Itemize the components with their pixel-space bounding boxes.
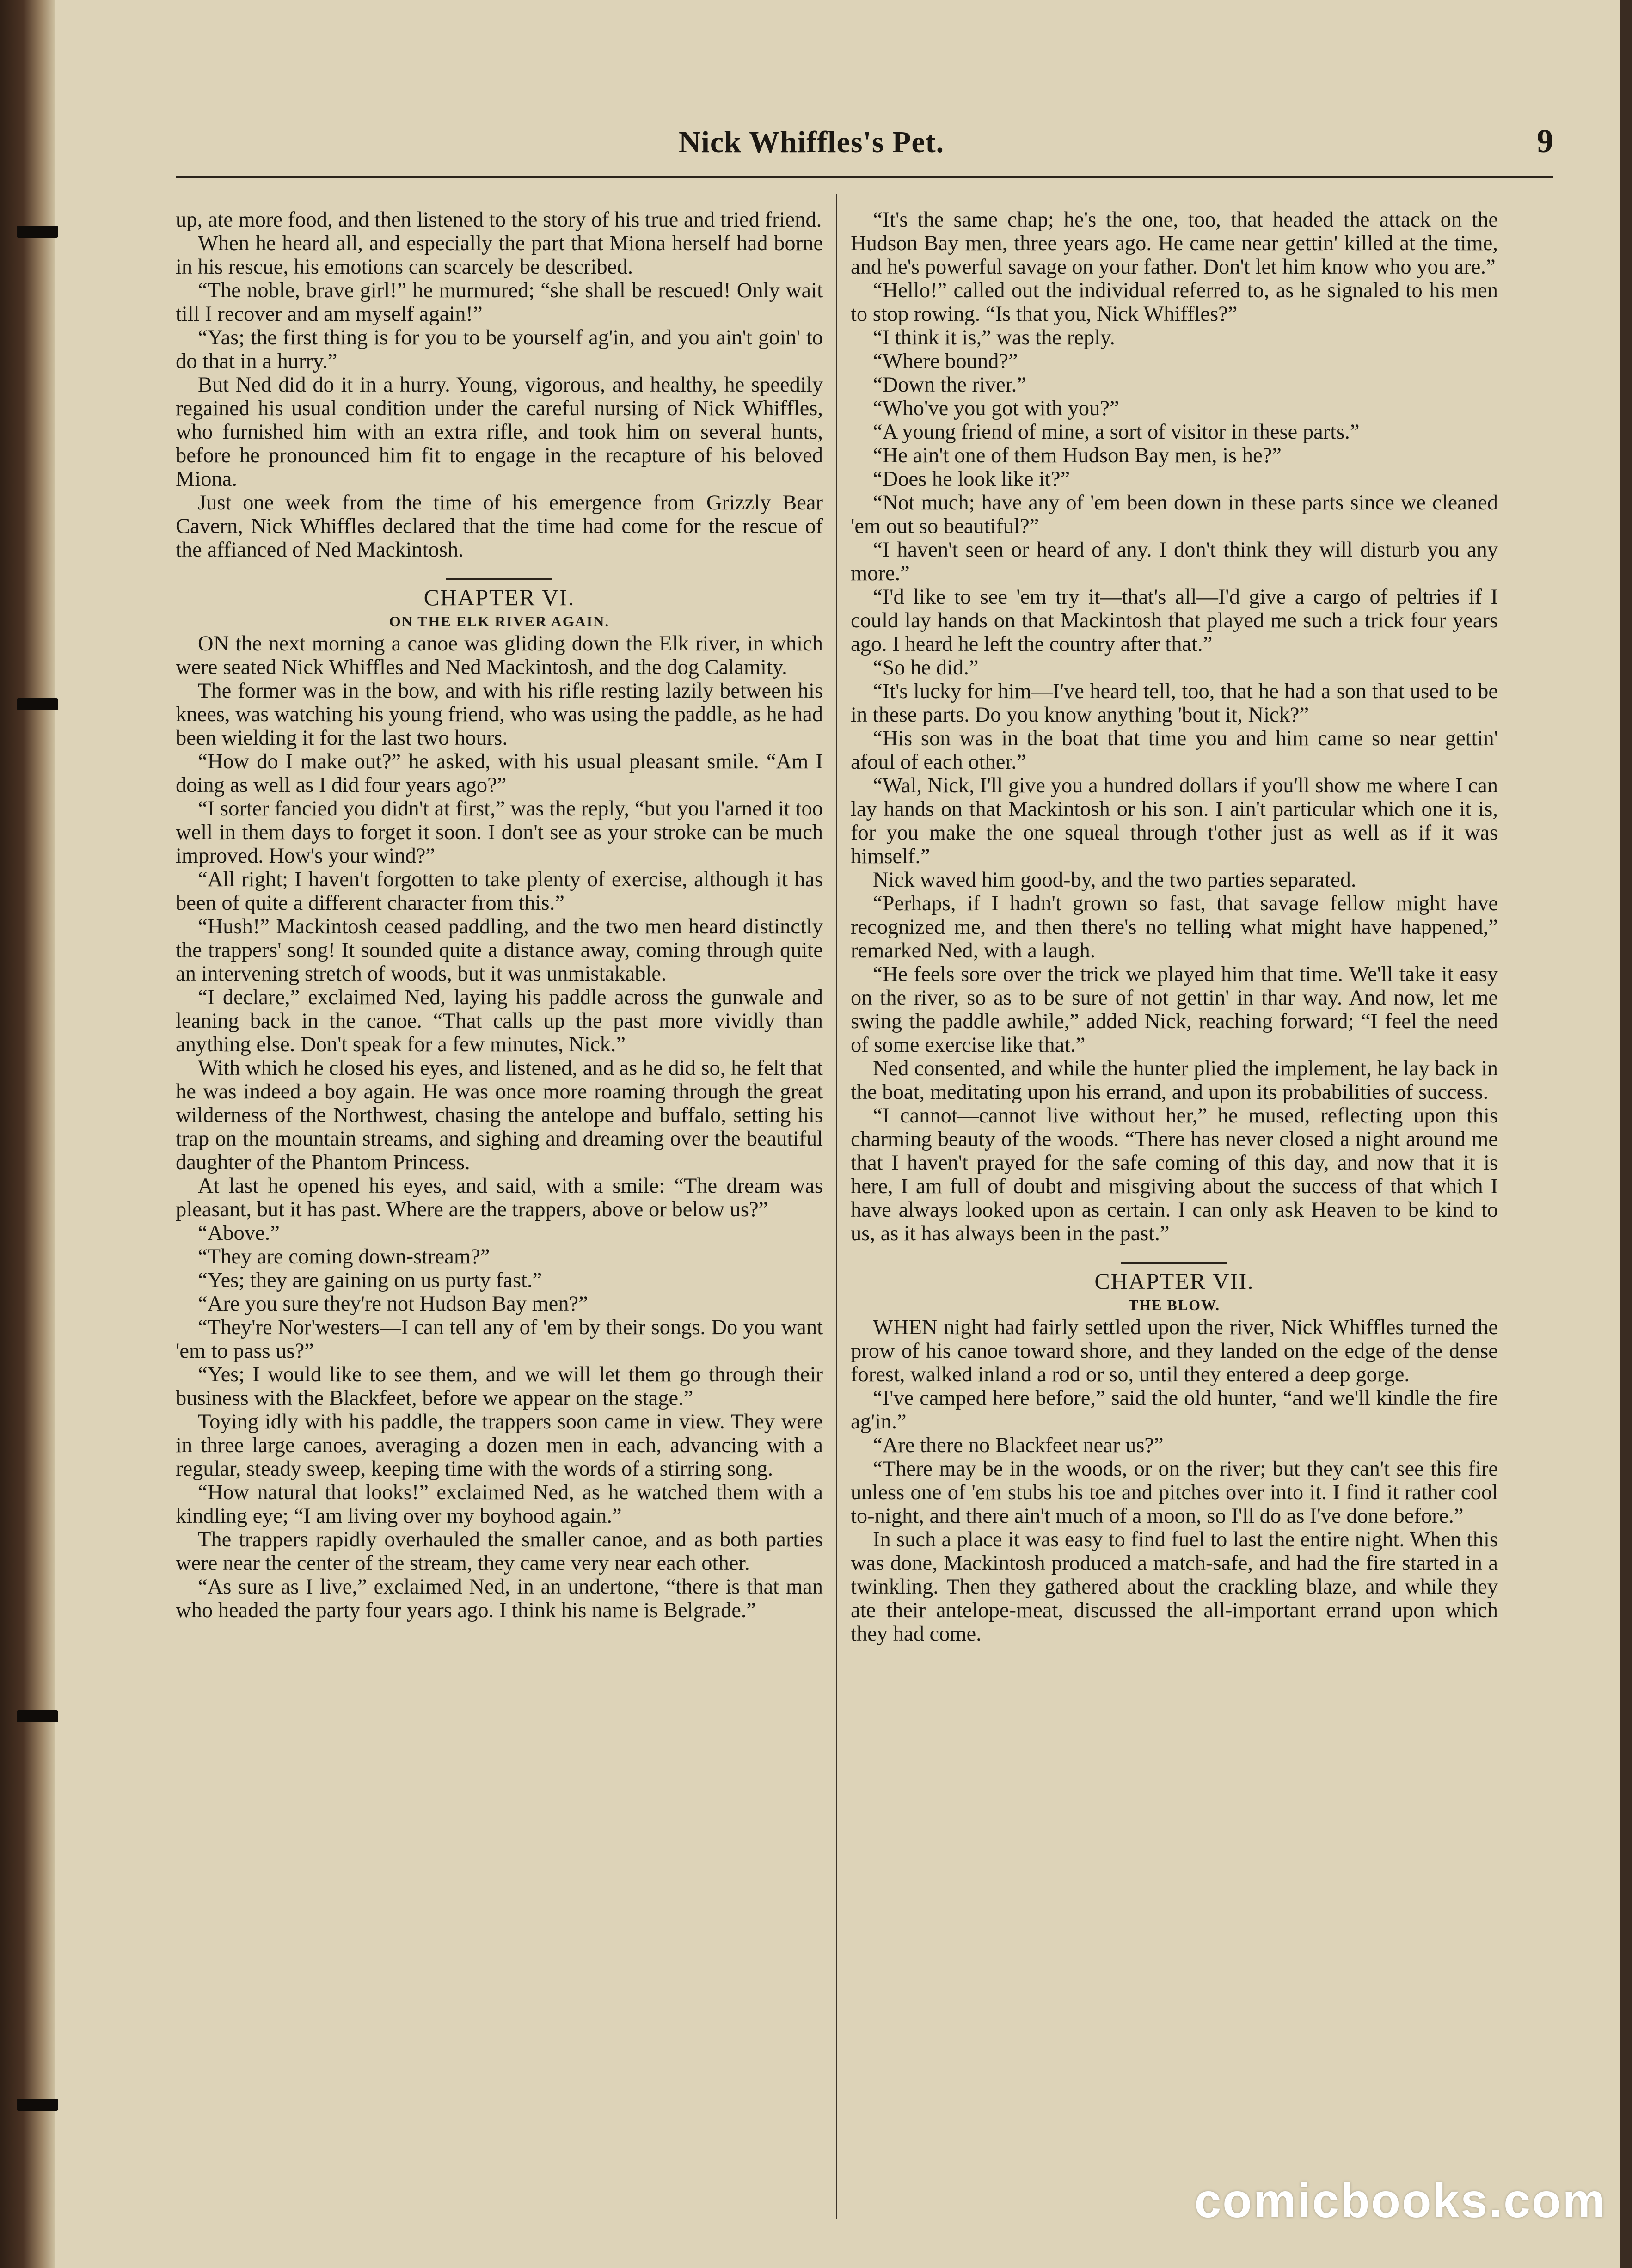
paragraph: The trappers rapidly overhauled the smaller canoe, and as both parties were near the center of the stream, they came very near each other. — [176, 1528, 823, 1575]
left-paragraphs-bottom — [176, 632, 823, 1622]
chapter-subtitle: ON THE ELK RIVER AGAIN. — [389, 613, 610, 630]
paragraph: “I sorter fancied you didn't at first,” was the reply, “but you l'arned it too well in them days to forget it soon. I don't see as your stroke can be much improved. How's your wind?” — [176, 797, 823, 868]
paragraph: Just one week from the time of his emergence from Grizzly Bear Cavern, Nick Whiffles declared that the time had come for the rescue of the affianced of Ned Mackintosh. — [176, 491, 823, 562]
paragraph: “Yas; the first thing is for you to be yourself ag'in, and you ain't goin' to do that in a hurry.” — [176, 326, 823, 373]
paragraph: “I cannot—cannot live without her,” he mused, reflecting upon this charming beauty of the woods. “There has never closed a night around me that I haven't prayed for the safe coming of this day, and now that it is here, I am full of doubt and misgiving about the success of that which I have always looked upon as certain. I can only ask Heaven to be kind to us, as it has always been in the past.” — [851, 1104, 1498, 1245]
paragraph: “They're Nor'westers—I can tell any of 'em by their songs. Do you want 'em to pass us?” — [176, 1316, 823, 1363]
paragraph: “Are you sure they're not Hudson Bay men?” — [198, 1292, 588, 1316]
paragraph: “Does he look like it?” — [873, 467, 1070, 491]
paragraph: “I haven't seen or heard of any. I don't think they will disturb you any more.” — [851, 538, 1498, 585]
paragraph: “He ain't one of them Hudson Bay men, is he?” — [873, 444, 1282, 467]
binding-stitch — [17, 1710, 58, 1722]
paragraph: “There may be in the woods, or on the river; but they can't see this fire unless one of 'em stubs his toe and pitches over into it. I find it rather cool to-night, and there ain't much of a moon, so I'll do as I've done before.” — [851, 1457, 1498, 1528]
paragraph: “How do I make out?” he asked, with his usual pleasant smile. “Am I doing as well as I did four years ago?” — [176, 750, 823, 797]
paragraph: “How natural that looks!” exclaimed Ned, as he watched them with a kindling eye; “I am living over my boyhood again.” — [176, 1481, 823, 1528]
paragraph: “A young friend of mine, a sort of visitor in these parts.” — [873, 420, 1360, 444]
left-paragraphs-top — [176, 208, 823, 562]
page-number: 9 — [1537, 123, 1553, 159]
chapter-rule — [446, 578, 552, 580]
paragraph: The former was in the bow, and with his rifle resting lazily between his knees, was watching his young friend, who was using the paddle, as he had been wielding it for the last two hours. — [176, 679, 823, 750]
magazine-page — [176, 116, 1553, 2224]
site-watermark: comicbooks.com — [1194, 2174, 1607, 2228]
paragraph: Nick waved him good-by, and the two parties separated. — [873, 868, 1356, 892]
paragraph: “They are coming down-stream?” — [198, 1245, 490, 1269]
page-binding — [0, 0, 55, 2268]
paragraph: “It's the same chap; he's the one, too, that headed the attack on the Hudson Bay men, three years ago. He came near gettin' killed at the time, and he's powerful savage on your father. Don't let him know who you are.” — [851, 208, 1498, 279]
binding-stitch — [17, 2099, 58, 2111]
paragraph: “His son was in the boat that time you and him came so near gettin' afoul of each other.” — [851, 727, 1498, 774]
left-column — [176, 208, 823, 2214]
paragraph: “I'd like to see 'em try it—that's all—I'd give a cargo of peltries if I could lay hands on that Mackintosh that played me such a trick four years ago. I heard he left the country after that.” — [851, 585, 1498, 656]
running-title: Nick Whiffles's Pet. — [678, 125, 945, 159]
binding-stitch — [17, 698, 58, 710]
paragraph: “All right; I haven't forgotten to take plenty of exercise, although it has been of quite a different character from this.” — [176, 868, 823, 915]
paragraph: “Are there no Blackfeet near us?” — [873, 1434, 1164, 1457]
paragraph: WHEN night had fairly settled upon the river, Nick Whiffles turned the prow of his canoe toward shore, and they landed on the edge of the dense forest, walked inland a rod or so, until they entered a deep gorge. — [851, 1316, 1498, 1386]
paragraph: With which he closed his eyes, and listened, and as he did so, he felt that he was indeed a boy again. He was once more roaming through the great wilderness of the Northwest, chasing the antelope and buffalo, setting his trap on the mountain streams, and sighing and dreaming over the beautiful daughter of the Phantom Princess. — [176, 1056, 823, 1174]
chapter-subtitle: THE BLOW. — [1128, 1297, 1221, 1313]
paragraph: “I think it is,” was the reply. — [873, 326, 1115, 349]
paragraph: “Above.” — [198, 1221, 280, 1245]
chapter-title: CHAPTER VII. — [1094, 1268, 1254, 1294]
paragraph: Ned consented, and while the hunter plied the implement, he lay back in the boat, meditating upon his errand, and upon its probabilities of success. — [851, 1057, 1498, 1104]
right-paragraphs-bottom — [851, 1316, 1498, 1646]
page-edge — [1620, 0, 1632, 2268]
paragraph: “Hello!” called out the individual referred to, as he signaled to his men to stop rowing. “Is that you, Nick Whiffles?” — [851, 279, 1498, 326]
running-head — [176, 116, 1553, 178]
column-divider — [836, 194, 837, 2219]
chapter-title: CHAPTER VI. — [423, 584, 575, 610]
paragraph: In such a place it was easy to find fuel to last the entire night. When this was done, Mackintosh produced a match-safe, and had the fire started in a twinkling. Then they gathered about the crackling blaze, and while they ate their antelope-meat, discussed the all-important errand upon which they had come. — [851, 1528, 1498, 1646]
paragraph: “I've camped here before,” said the old hunter, “and we'll kindle the fire ag'in.” — [851, 1386, 1498, 1434]
paragraph: Toying idly with his paddle, the trappers soon came in view. They were in three large canoes, averaging a dozen men in each, advancing with a regular, steady sweep, keeping time with the words of a stirring song. — [176, 1410, 823, 1481]
paragraph: But Ned did do it in a hurry. Young, vigorous, and healthy, he speedily regained his usual condition under the careful nursing of Nick Whiffles, who furnished him with an extra rifle, and took him on several hunts, before he pronounced him fit to engage in the recapture of his beloved Miona. — [176, 373, 823, 491]
chapter-rule — [1121, 1262, 1227, 1264]
paragraph: “Hush!” Mackintosh ceased paddling, and the two men heard distinctly the trappers' song! It sounded quite a distance away, coming through quite an intervening stretch of woods, but it was unmistakable. — [176, 915, 823, 986]
paragraph: “Down the river.” — [873, 373, 1026, 397]
paragraph: “Not much; have any of 'em been down in these parts since we cleaned 'em out so beautiful?” — [851, 491, 1498, 538]
chapter-heading — [851, 1262, 1498, 1316]
paragraph: At last he opened his eyes, and said, with a smile: “The dream was pleasant, but it has past. Where are the trappers, above or below us?” — [176, 1174, 823, 1221]
paragraph: “As sure as I live,” exclaimed Ned, in an undertone, “there is that man who headed the party four years ago. I think his name is Belgrade.” — [176, 1575, 823, 1622]
paragraph: “The noble, brave girl!” he murmured; “she shall be rescued! Only wait till I recover and am myself again!” — [176, 279, 823, 326]
binding-stitch — [17, 226, 58, 238]
paragraph: “It's lucky for him—I've heard tell, too, that he had a son that used to be in these parts. Do you know anything 'bout it, Nick?” — [851, 680, 1498, 727]
right-paragraphs-top — [851, 208, 1498, 1245]
paragraph: “Who've you got with you?” — [873, 397, 1119, 420]
paragraph: “Where bound?” — [873, 349, 1018, 373]
paragraph: up, ate more food, and then listened to the story of his true and tried friend. — [176, 208, 822, 232]
paragraph: “So he did.” — [873, 656, 979, 680]
paragraph: “He feels sore over the trick we played him that time. We'll take it easy on the river, so as to be sure of not gettin' in thar way. And now, let me swing the paddle awhile,” added Nick, reaching forward; “I feel the need of some exercise like that.” — [851, 962, 1498, 1057]
paragraph: “Wal, Nick, I'll give you a hundred dollars if you'll show me where I can lay hands on that Mackintosh or his son. I ain't particular which one it is, for you make the one squeal through t'other just as well as if it was himself.” — [851, 774, 1498, 868]
paragraph: When he heard all, and especially the part that Miona herself had borne in his rescue, his emotions can scarcely be described. — [176, 232, 823, 279]
paragraph: “Yes; they are gaining on us purty fast.” — [198, 1269, 542, 1292]
paragraph: “I declare,” exclaimed Ned, laying his paddle across the gunwale and leaning back in the canoe. “That calls up the past more vividly than anything else. Don't speak for a few minutes, Nick.” — [176, 986, 823, 1056]
paragraph: ON the next morning a canoe was gliding down the Elk river, in which were seated Nick Whiffles and Ned Mackintosh, and the dog Calamity. — [176, 632, 823, 679]
paragraph: “Perhaps, if I hadn't grown so fast, that savage fellow might have recognized me, and then there's no telling what might have happened,” remarked Ned, with a laugh. — [851, 892, 1498, 962]
right-column — [851, 208, 1498, 2214]
paragraph: “Yes; I would like to see them, and we will let them go through their business with the Blackfeet, before we appear on the stage.” — [176, 1363, 823, 1410]
chapter-heading — [176, 578, 823, 632]
